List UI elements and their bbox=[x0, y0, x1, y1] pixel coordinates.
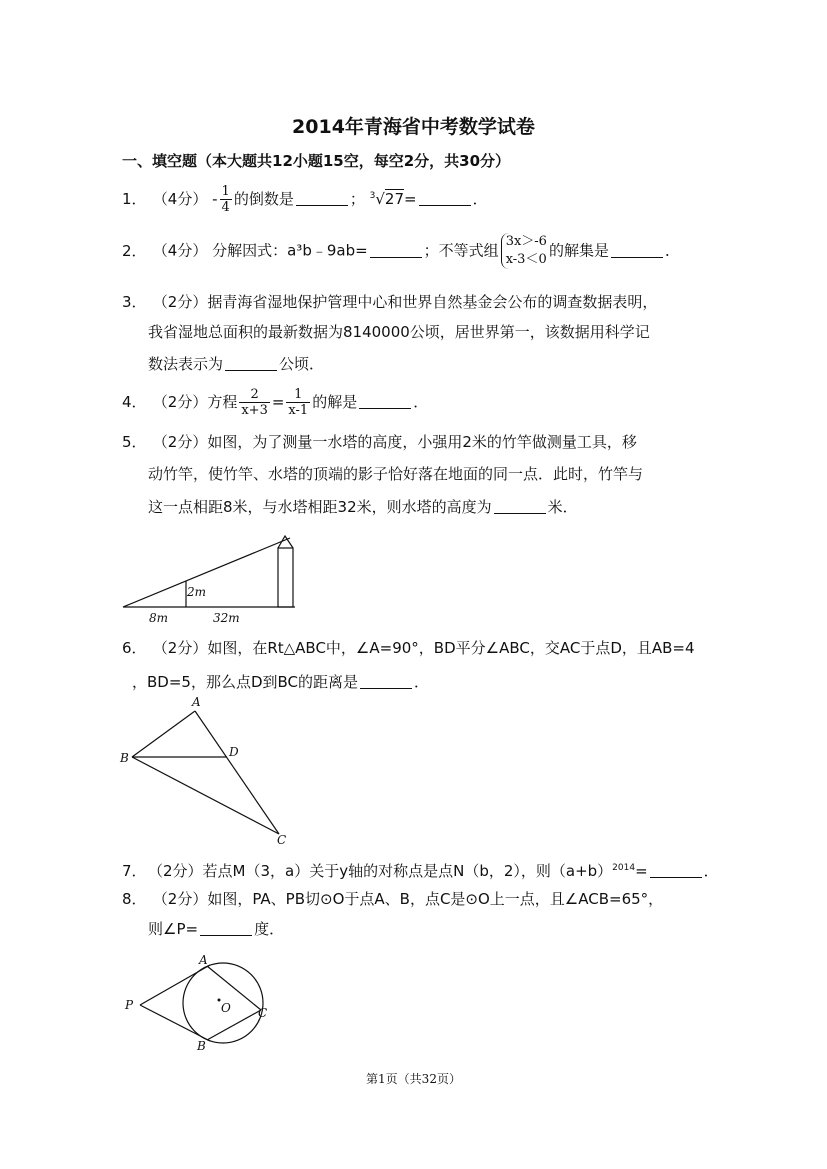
question-number: 5． bbox=[122, 433, 147, 451]
question-number: 6． bbox=[122, 639, 147, 657]
chord-bc bbox=[207, 1010, 261, 1040]
label-b: B bbox=[120, 751, 129, 765]
fraction-denominator: 4 bbox=[221, 200, 230, 215]
fraction-numerator: 2 bbox=[239, 387, 270, 403]
question-text: 若点M（3，a）关于y轴的对称点是点N（b，2），则（a+b） bbox=[202, 862, 613, 880]
question-6 bbox=[122, 633, 695, 663]
question-text-line-3: 这一点相距8米，与水塔相距32米，则水塔的高度为 bbox=[148, 498, 492, 516]
inequality-2: x-3＜0 bbox=[505, 252, 547, 267]
label-d: D bbox=[229, 745, 239, 759]
segment-bc bbox=[132, 757, 279, 834]
period: ． bbox=[703, 862, 719, 880]
answer-blank[interactable] bbox=[494, 497, 546, 514]
answer-blank[interactable] bbox=[419, 189, 471, 206]
question-text-line-1: 如图，PA、PB切⊙O于点A、B，点C是⊙O上一点，且∠ACB=65°， bbox=[207, 890, 664, 908]
question-3 bbox=[122, 287, 657, 317]
fraction-denominator: x-1 bbox=[288, 403, 309, 418]
circle-tangent-figure bbox=[115, 950, 285, 1055]
answer-blank[interactable] bbox=[200, 919, 252, 936]
inequality-system bbox=[501, 233, 547, 269]
equals-sign: = bbox=[635, 862, 648, 880]
answer-blank[interactable] bbox=[650, 861, 702, 878]
period: ． bbox=[472, 190, 488, 208]
question-text-line-3: 数法表示为 bbox=[148, 355, 224, 373]
label-a: A bbox=[192, 695, 201, 709]
separator: ； bbox=[349, 190, 365, 208]
question-number: 7． bbox=[122, 862, 147, 880]
period: ． bbox=[664, 241, 680, 260]
question-number: 8． bbox=[122, 890, 147, 908]
question-number: 4． bbox=[122, 393, 147, 411]
inequality-1: 3x＞-6 bbox=[505, 234, 547, 249]
period: ． bbox=[414, 673, 430, 691]
chord-ac bbox=[207, 966, 261, 1010]
equals-sign: = bbox=[404, 190, 417, 208]
question-score: （4分） bbox=[152, 241, 208, 260]
tangent-pb bbox=[140, 1005, 210, 1041]
radical-sign-icon: √ bbox=[375, 190, 385, 208]
tangent-pa bbox=[140, 965, 210, 1005]
question-text: 分解因式：a³b﹣9ab= bbox=[212, 241, 368, 260]
question-number: 2． bbox=[122, 241, 147, 260]
question-text-line-2: 动竹竿，使竹竿、水塔的顶端的影子恰好落在地面的同一点．此时，竹竿与 bbox=[148, 465, 644, 483]
answer-blank[interactable] bbox=[611, 241, 663, 258]
root-index: 3 bbox=[369, 191, 376, 201]
answer-blank[interactable] bbox=[296, 189, 348, 206]
page-title: 2014年青海省中考数学试卷 bbox=[292, 116, 535, 138]
question-score: （2分） bbox=[152, 393, 208, 411]
label-32m: 32m bbox=[213, 611, 240, 625]
shadow-ray bbox=[123, 538, 290, 607]
question-text-line-1: 据青海省湿地保护管理中心和世界自然基金会公布的调查数据表明， bbox=[207, 293, 658, 311]
answer-blank[interactable] bbox=[370, 241, 422, 258]
equals-sign: = bbox=[271, 393, 285, 411]
section-heading: 一、填空题（本大题共12小题15空，每空2分，共30分） bbox=[122, 152, 511, 170]
question-text-line-1: 如图，为了测量一水塔的高度，小强用2米的竹竿做测量工具，移 bbox=[207, 433, 637, 451]
label-b: B bbox=[197, 1039, 206, 1053]
answer-blank[interactable] bbox=[225, 354, 277, 371]
period: ． bbox=[413, 393, 429, 411]
segment-ab bbox=[132, 711, 195, 757]
fraction-numerator: 1 bbox=[221, 184, 230, 199]
question-4 bbox=[122, 387, 428, 418]
question-text-line-1: 如图，在Rt△ABC中，∠A=90°，BD平分∠ABC，交AC于点D，且AB=4 bbox=[207, 639, 695, 657]
question-score: （2分） bbox=[152, 293, 208, 311]
unit-text: 公顷． bbox=[279, 355, 325, 373]
label-c: C bbox=[277, 833, 287, 847]
minus-sign: - bbox=[212, 190, 218, 208]
fraction-numerator: 1 bbox=[286, 387, 310, 403]
label-2m: 2m bbox=[187, 585, 207, 599]
question-text: 方程 bbox=[207, 393, 238, 411]
page-footer: 第1页（共32页） bbox=[366, 1072, 461, 1086]
question-score: （4分） bbox=[152, 190, 208, 208]
question-6-line-2 bbox=[132, 667, 429, 697]
question-text-line-2: ，BD=5，那么点D到BC的距离是 bbox=[132, 673, 359, 691]
water-tower-figure bbox=[115, 528, 305, 628]
exponent: 2014 bbox=[612, 863, 636, 873]
question-3-line-3 bbox=[148, 349, 324, 379]
question-text-3: 的解集是 bbox=[548, 241, 609, 260]
label-p: P bbox=[125, 998, 134, 1012]
unit-text: 度． bbox=[254, 920, 285, 938]
answer-blank[interactable] bbox=[360, 672, 412, 689]
question-score: （2分） bbox=[148, 862, 203, 880]
answer-blank[interactable] bbox=[359, 392, 411, 409]
question-text-2: ；不等式组 bbox=[423, 241, 499, 260]
question-number: 3． bbox=[122, 293, 147, 311]
question-8 bbox=[122, 884, 663, 914]
question-text-2: 的解是 bbox=[312, 393, 358, 411]
label-8m: 8m bbox=[149, 611, 169, 625]
fraction-left bbox=[239, 387, 270, 418]
question-score: （2分） bbox=[152, 890, 208, 908]
question-7 bbox=[122, 853, 719, 886]
label-c: C bbox=[258, 1006, 268, 1020]
fraction-right bbox=[286, 387, 310, 418]
question-number: 1． bbox=[122, 190, 147, 208]
unit-text: 米． bbox=[547, 498, 578, 516]
question-text: 的倒数是 bbox=[233, 190, 294, 208]
question-score: （2分） bbox=[152, 433, 208, 451]
label-a: A bbox=[199, 953, 208, 967]
label-o: O bbox=[221, 1001, 231, 1015]
radicand: 27 bbox=[384, 190, 405, 208]
question-score: （2分） bbox=[152, 639, 208, 657]
fraction bbox=[220, 184, 232, 215]
question-8-line-2 bbox=[148, 914, 284, 944]
question-2 bbox=[122, 233, 680, 269]
water-tower bbox=[278, 548, 293, 607]
fraction-denominator: x+3 bbox=[241, 403, 268, 418]
question-1 bbox=[122, 181, 488, 215]
segment-ac bbox=[195, 711, 279, 834]
question-text-line-2: 则∠P= bbox=[148, 920, 199, 938]
question-5 bbox=[122, 427, 637, 457]
question-text-line-2: 我省湿地总面积的最新数据为8140000公顷，居世界第一，该数据用科学记 bbox=[148, 323, 650, 341]
question-5-line-3 bbox=[148, 492, 578, 522]
triangle-abc-figure bbox=[115, 694, 305, 849]
